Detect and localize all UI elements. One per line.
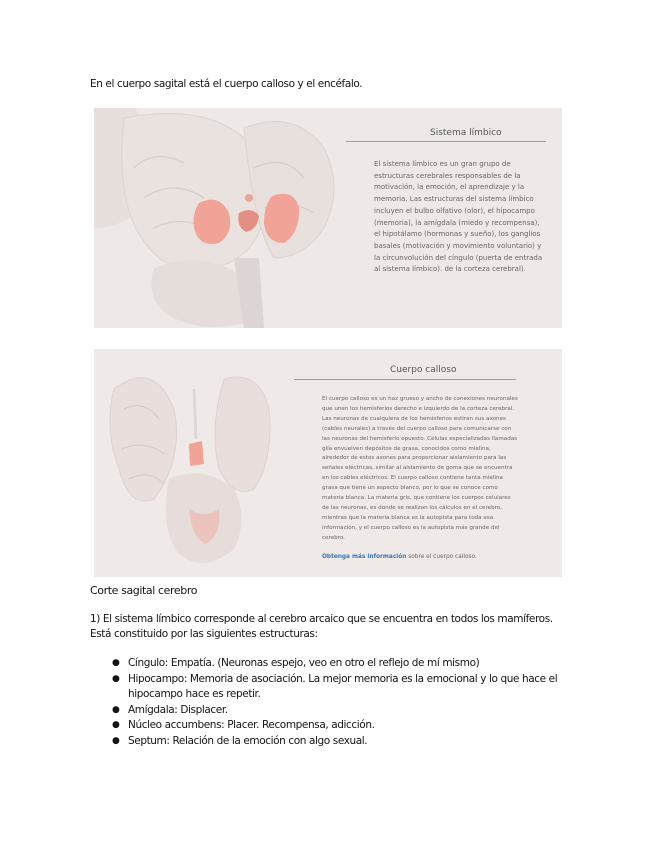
figure-limbic-system (94, 108, 562, 328)
figure-corpus-callosum (94, 349, 562, 577)
figure-caption: Corte sagital cerebro (90, 584, 198, 597)
figure-description: El sistema límbico es un gran grupo de estructuras cerebrales responsables de la motivación, la emoción, el aprendizaje y la memoria. Las estructuras del sistema límbico incluyen el bulbo olfativo (olor), el hipocampo (memoria), la amígdala (miedo y recompensa), el hipotálamo (hormonas y sueño), los ganglios basales (motivación y movimiento voluntario) y la circunvolución del cíngulo (puerta de entrada al sistema límbico). de la corteza cerebral). (374, 160, 543, 274)
figure-description: El cuerpo calloso es un haz grueso y ancho de conexiones neuronales que unen los hemisferios derecho e izquierdo de la corteza cerebral. Las neuronas de cualquiera de los hemisferios estiran sus axones (cables neurales) a través del cuerpo calloso para comunicarse con las neuronas del hemisferio opuesto. Células especializadas llamadas glía envuelven depósitos de grasa, conocidos como mielina, alrededor de estos axones para proporcionar aislamiento para las señales eléctricas, similar al aislamiento de goma que se encuentra en los cables eléctricos. El cuerpo calloso contiene tanta mielina grasa que tiene un aspecto blanco, por lo que se conoce como materia blanca. La materia gris, que contiene los cuerpos celulares de las neuronas, es donde se realizan los cálculos en el cerebro, mientras que la materia blanca es la autopista para toda esa información, y el cuerpo calloso es la autopista más grande del cerebro. (322, 396, 518, 541)
list-item-text: Hipocampo: Memoria de asociación. La mejor memoria es la emocional y lo que hace el hipocampo hace es repetir. (128, 672, 558, 700)
more-info-link[interactable]: Obtenga más información (322, 554, 407, 560)
bullet-icon: ● (112, 673, 120, 684)
list-item-text: Núcleo accumbens: Placer. Recompensa, adicción. (128, 719, 375, 731)
structures-list (110, 656, 578, 749)
list-item (112, 656, 578, 672)
more-info-suffix: sobre el cuerpo calloso. (406, 554, 477, 560)
bullet-icon: ● (112, 704, 120, 715)
list-item (112, 734, 578, 750)
list-item (112, 718, 578, 734)
figure-title: Cuerpo calloso (390, 365, 457, 375)
more-info-line (322, 554, 522, 560)
list-item-text: Cíngulo: Empatía. (Neuronas espejo, veo en otro el reflejo de mí mismo) (128, 657, 480, 669)
bullet-icon: ● (112, 735, 120, 746)
intro-text: En el cuerpo sagital está el cuerpo calloso y el encéfalo. (90, 78, 363, 90)
paragraph-structures: Está constituido por las siguientes estructuras: (90, 628, 318, 640)
list-item-text: Amígdala: Displacer. (128, 703, 228, 716)
title-divider (346, 141, 546, 142)
list-item-text: Septum: Relación de la emoción con algo sexual. (128, 734, 368, 747)
figure-title: Sistema límbico (430, 128, 502, 138)
list-item (112, 672, 578, 703)
paragraph-limbic: 1) El sistema límbico corresponde al cerebro arcaico que se encuentra en todos los mamíferos. (90, 613, 553, 625)
bullet-icon: ● (112, 720, 120, 730)
bullet-icon: ● (112, 658, 120, 668)
title-divider (294, 379, 516, 380)
list-item (112, 703, 578, 719)
